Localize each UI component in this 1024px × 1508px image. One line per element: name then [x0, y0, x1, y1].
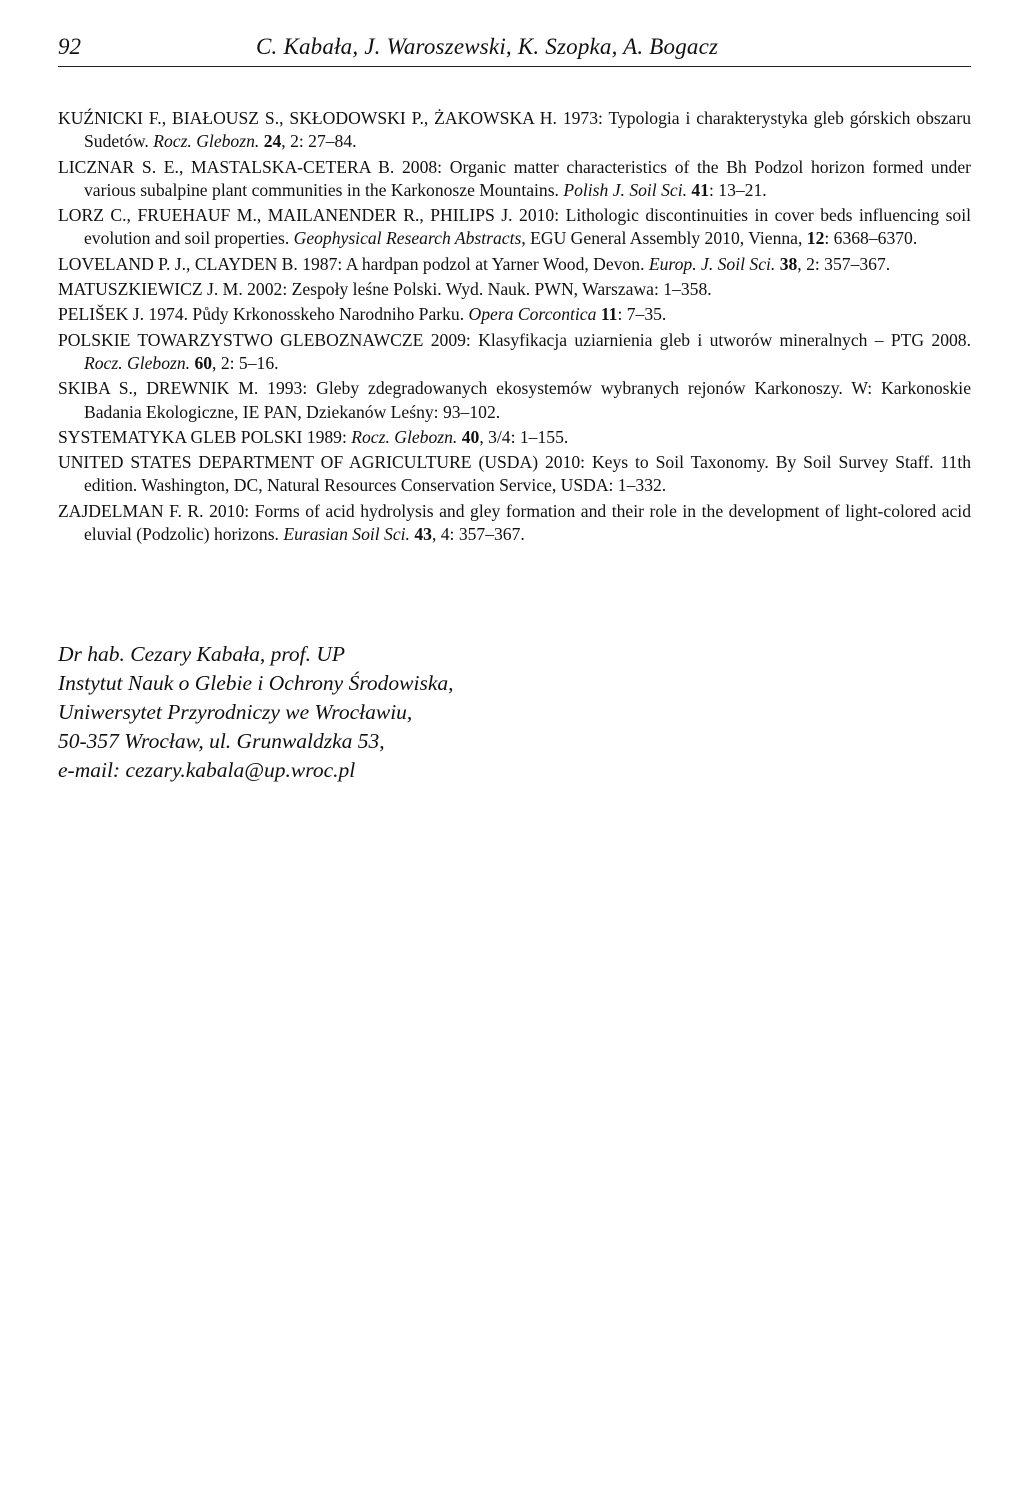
- reference-entry: [58, 107, 971, 154]
- reference-list: [58, 107, 971, 548]
- reference-authors: KUŹNICKI F., BIAŁOUSZ S., SKŁODOWSKI P., ŻAKOWSKA H.: [58, 108, 557, 128]
- author-name: Dr hab. Cezary Kabała, prof. UP: [58, 642, 346, 666]
- reference-volume: 24: [263, 131, 282, 152]
- reference-authors: LICZNAR S. E., MASTALSKA-CETERA B.: [58, 156, 395, 177]
- reference-entry: [58, 426, 971, 449]
- reference-entry: [58, 278, 971, 301]
- reference-volume: 40: [461, 426, 480, 447]
- reference-journal: Eurasian Soil Sci.: [283, 524, 410, 545]
- reference-entry: [58, 451, 971, 498]
- reference-authors: LOVELAND P. J., CLAYDEN B.: [58, 253, 298, 274]
- reference-text: 2008: Organic matter characteristics of the Bh Podzol horizon formed under various subalpine plant communities in the Karkonosze Mountains.: [84, 156, 971, 200]
- reference-journal: Rocz. Glebozn.: [351, 426, 458, 447]
- reference-text: 2010: Keys to Soil Taxonomy. By Soil Survey Staff. 11th edition. Washington, DC, Natural Resources Conservation Service, USDA: 1–332.: [84, 452, 972, 496]
- reference-text: 1987: A hardpan podzol at Yarner Wood, Devon.: [297, 253, 649, 274]
- reference-entry: [58, 377, 971, 424]
- reference-volume: 60: [194, 352, 213, 373]
- reference-authors: POLSKIE TOWARZYSTWO GLEBOZNAWCZE: [58, 329, 424, 350]
- reference-entry: [58, 303, 971, 326]
- author-address: [58, 640, 758, 785]
- reference-volume: 41: [691, 179, 709, 200]
- reference-volume: 11: [600, 304, 618, 325]
- reference-authors: LORZ C., FRUEHAUF M., MAILANENDER R., PHILIPS J.: [58, 205, 513, 226]
- reference-text: 1993: Gleby zdegradowanych ekosystemów wybranych rejonów Karkonoszy. W: Karkonoskie Badania Ekologiczne, IE PAN, Dziekanów Leśny: 93–102.: [84, 378, 972, 422]
- reference-entry: [58, 156, 971, 203]
- reference-pages: : 7–35.: [617, 304, 667, 325]
- reference-journal: Opera Corcontica: [468, 304, 597, 325]
- reference-authors: UNITED STATES DEPARTMENT OF AGRICULTURE (USDA): [58, 452, 539, 473]
- reference-pages: : 6368–6370.: [824, 228, 918, 249]
- running-head: [58, 30, 971, 67]
- reference-text: 1989:: [302, 426, 352, 447]
- reference-entry: [58, 500, 971, 547]
- reference-text: 1973: Typologia i charakterystyka gleb górskich obszaru Sudetów.: [84, 108, 971, 152]
- reference-authors: MATUSZKIEWICZ J. M.: [58, 279, 243, 300]
- reference-journal: Europ. J. Soil Sci.: [648, 253, 776, 274]
- reference-pages: , 2: 357–367.: [797, 253, 891, 274]
- reference-authors: SKIBA S., DREWNIK M.: [58, 378, 259, 399]
- reference-journal: Geophysical Research Abstracts: [293, 228, 522, 249]
- reference-journal: Rocz. Glebozn.: [153, 131, 260, 152]
- reference-pages: : 13–21.: [709, 179, 767, 200]
- page-number: 92: [58, 34, 81, 59]
- reference-text: 2009: Klasyfikacja uziarnienia gleb i utworów mineralnych – PTG 2008.: [423, 329, 971, 350]
- author-institute: Instytut Nauk o Glebie i Ochrony Środowiska,: [58, 671, 454, 695]
- author-university: Uniwersytet Przyrodniczy we Wrocławiu,: [58, 700, 413, 724]
- reference-pages: , 2: 5–16.: [212, 352, 279, 373]
- reference-entry: [58, 204, 971, 251]
- reference-text: 2010: Lithologic discontinuities in cover beds influencing soil evolution and soil properties.: [84, 205, 971, 249]
- reference-text: 1974. Půdy Krkonosskeho Narodniho Parku.: [144, 304, 469, 325]
- author-street: 50-357 Wrocław, ul. Grunwaldzka 53,: [58, 729, 385, 753]
- reference-volume: 12: [806, 228, 825, 249]
- reference-pages: , 4: 357–367.: [431, 524, 525, 545]
- reference-journal: Rocz. Glebozn.: [84, 352, 191, 373]
- reference-pages: , 3/4: 1–155.: [479, 426, 569, 447]
- reference-volume: 38: [779, 253, 798, 274]
- reference-journal: Polish J. Soil Sci.: [563, 179, 687, 200]
- reference-authors: PELIŠEK J.: [58, 304, 145, 325]
- reference-pages: , 2: 27–84.: [281, 131, 357, 152]
- reference-entry: [58, 253, 971, 276]
- reference-text: 2002: Zespoły leśne Polski. Wyd. Nauk. PWN, Warszawa: 1–358.: [242, 279, 712, 300]
- reference-middle: , EGU General Assembly 2010, Vienna,: [521, 228, 807, 249]
- running-head-authors: C. Kabała, J. Waroszewski, K. Szopka, A. Bogacz: [256, 34, 719, 59]
- reference-authors: SYSTEMATYKA GLEB POLSKI: [58, 426, 303, 447]
- reference-entry: [58, 329, 971, 376]
- reference-volume: 43: [414, 524, 432, 545]
- reference-authors: ZAJDELMAN F. R.: [58, 500, 204, 521]
- author-email: e-mail: cezary.kabala@up.wroc.pl: [58, 758, 356, 782]
- reference-text: 2010: Forms of acid hydrolysis and gley formation and their role in the development of light-colored acid eluvial (Podzolic) horizons.: [84, 500, 971, 545]
